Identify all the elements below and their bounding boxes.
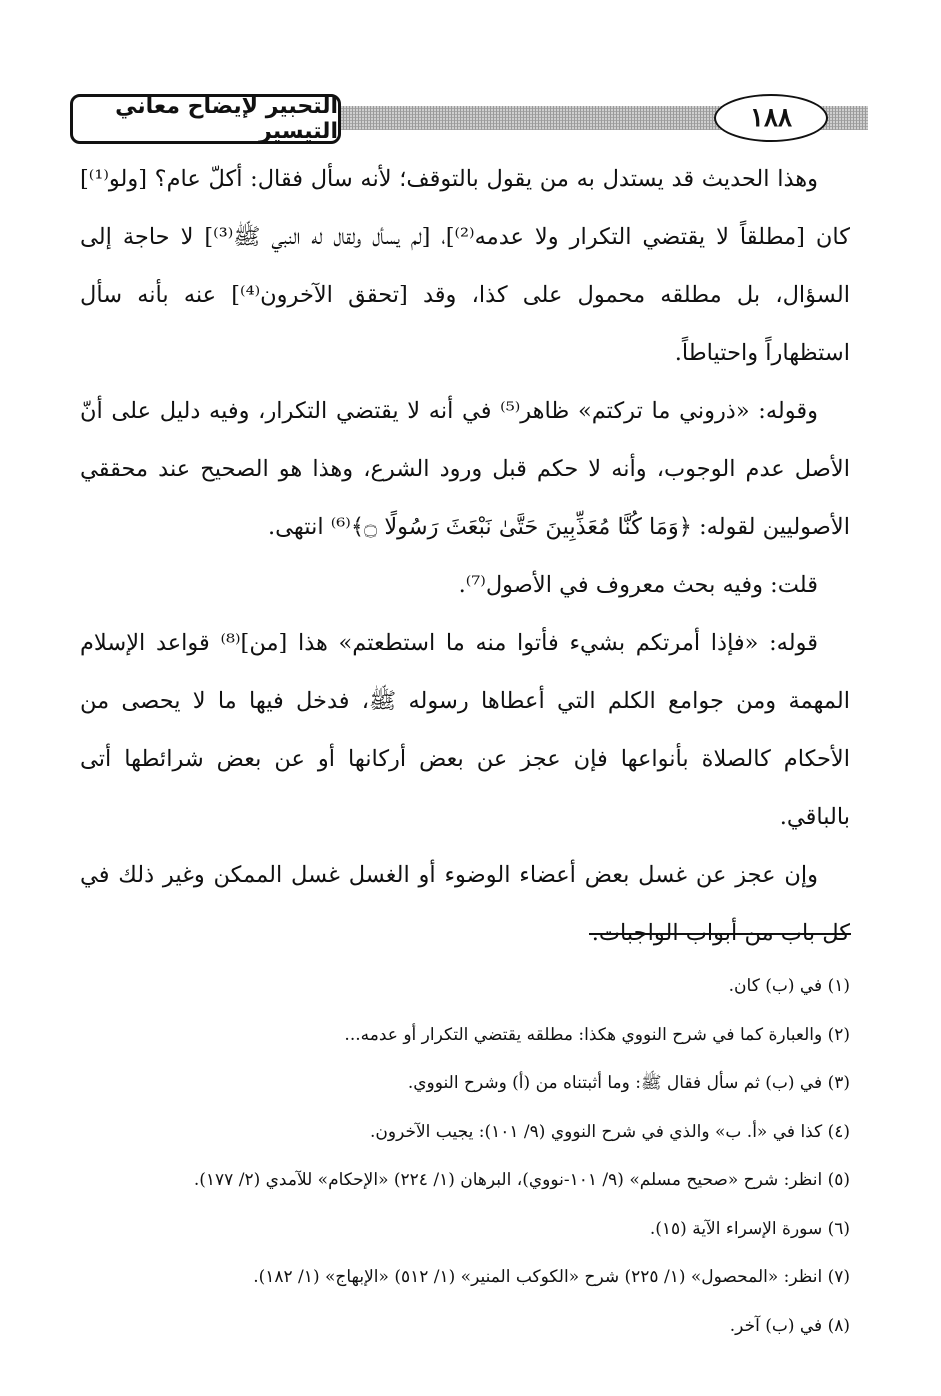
text-line: واحتياطاً. — [674, 340, 759, 366]
footnote: (٣) في (ب) ثم سأل فقال ﷺ: وما أثبتناه من (أ) وشرح النووي. — [407, 1073, 850, 1093]
paragraph — [80, 150, 850, 382]
main-text — [80, 150, 850, 962]
footnote: (٤) كذا في «أ. ب» والذي في شرح النووي (٩/ ١٠١): يجيب الآخرون. — [369, 1121, 850, 1142]
text-line: بأنواعها فإن عجز عن بعض أركانها أو عن بعض شرائطها أتى بالباقي. — [80, 746, 850, 830]
text-line: عدم الوجوب، وأنه لا حكم قبل ورود الشرع، وهذا هو الصحيح عند محققي الأصوليين — [80, 456, 850, 540]
footnote: (٢) والعبارة كما في شرح النووي هكذا: مطلقه يقتضي التكرار أو عدمه... — [344, 1024, 850, 1045]
footnote: (٨) في (ب) آخر. — [729, 1315, 850, 1336]
paragraph — [80, 382, 850, 556]
text-line: لقوله: ﴿وَمَا كُنَّا مُعَذِّبِينَ حَتَّىٰ نَبْعَثَ رَسُولًا ۝﴾⁽⁶⁾ انتهى. — [268, 514, 756, 540]
book-title: التحبير لإيضاح معاني التيسير — [70, 94, 341, 144]
text-line: ومن جوامع الكلم التي أعطاها رسوله ﷺ، فدخل فيها ما لا يحصى من الأحكام كالصلاة — [80, 688, 850, 772]
text-line: وهذا الحديث قد يستدل به من يقول بالتوقف؛ لأنه سأل فقال: أكلّ عام؟ [ولو⁽¹⁾] — [80, 166, 818, 192]
footnote: (٧) انظر: «المحصول» (١/ ٢٢٥) شرح «الكوكب المنير» (١/ ٥١٢) «الإبهاج» (١/ ١٨٢). — [253, 1267, 850, 1287]
text-line: السؤال، بل مطلقه محمول على كذا، وقد [تحقق الآخرون⁽⁴⁾] عنه بأنه سأل استظهاراً — [80, 282, 850, 366]
text-line: وقوله: «ذروني ما تركتم» ظاهر⁽⁵⁾ في أنه لا يقتضي التكرار، وفيه دليل على أنّ الأصل — [80, 398, 850, 482]
text-line: وإن عجز عن غسل بعض أعضاء الوضوء أو الغسل غسل الممكن وغير ذلك في كل — [80, 862, 850, 946]
text-line: باب من أبواب الواجبات. — [591, 920, 816, 946]
running-header — [70, 92, 868, 150]
paragraph — [80, 846, 850, 962]
text-line: كان [مطلقاً لا يقتضي التكرار ولا عدمه⁽²⁾]، [لم يسأل ولقال له النبي ﷺ⁽³⁾] لا حاجة إلى — [80, 224, 850, 250]
footnote: (٦) سورة الإسراء الآية (١٥). — [649, 1218, 850, 1239]
page-number: ١٨٨ — [714, 94, 828, 142]
footnote-separator — [589, 933, 851, 935]
paragraph — [80, 614, 850, 846]
text-line: قلت: وفيه بحث معروف في الأصول⁽⁷⁾. — [458, 572, 818, 598]
footnote: (٥) انظر: شرح «صحيح مسلم» (٩/ ١٠١-نووي)، البرهان (١/ ٢٢٤) «الإحكام» للآمدي (٢/ ١٧٧). — [193, 1170, 850, 1190]
paragraph — [80, 556, 850, 614]
text-line: قوله: «فإذا أمرتكم بشيء فأتوا منه ما استطعتم» هذا [من]⁽⁸⁾ قواعد الإسلام المهمة — [80, 630, 850, 714]
footnote: (١) في (ب) كان. — [728, 976, 850, 996]
footnotes — [80, 962, 850, 1350]
